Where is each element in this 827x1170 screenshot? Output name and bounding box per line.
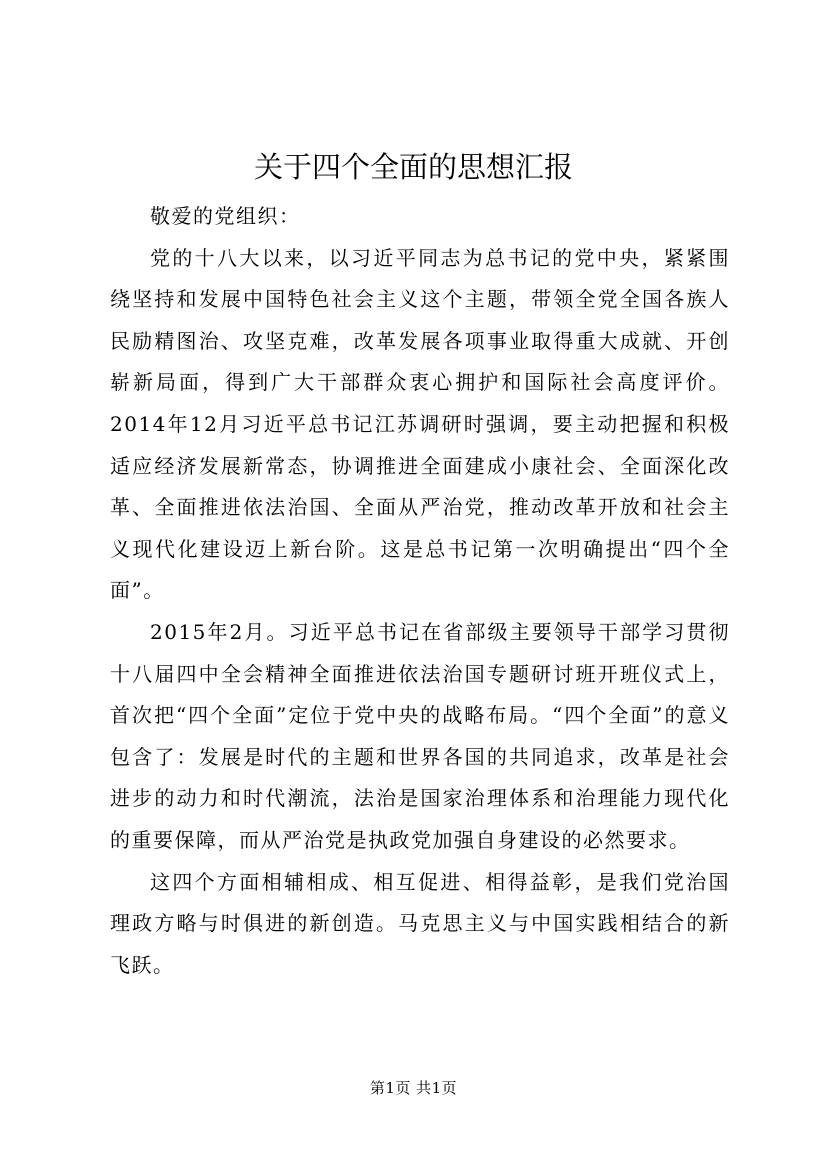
document-body [110, 196, 730, 986]
page-footer: 第1页 共1页 [369, 1079, 458, 1097]
body-paragraph: 党的十八大以来，以习近平同志为总书记的党中央，紧紧围绕坚持和发展中国特色社会主义这个主题，带领全党全国各族人民励精图治、攻坚克难，改革发展各项事业取得重大成就、开创崭新局面，得到广大干部群众衷心拥护和国际社会高度评价。2014年12月习近平总书记江苏调研时强调，要主动把握和积极适应经济发展新常态，协调推进全面建成小康社会、全面深化改革、全面推进依法治国、全面从严治党，推动改革开放和社会主义现代化建设迈上新台阶。这是总书记第一次明确提出“四个全面”。 [110, 245, 730, 603]
body-paragraph: 2015年2月。习近平总书记在省部级主要领导干部学习贯彻十八届四中全会精神全面推进依法治国专题研讨班开班仪式上，首次把“四个全面”定位于党中央的战略布局。“四个全面”的意义包含了：发展是时代的主题和世界各国的共同追求，改革是社会进步的动力和时代潮流，法治是国家治理体系和治理能力现代化的重要保障，而从严治党是执政党加强自身建设的必然要求。 [110, 619, 730, 852]
greeting-line: 敬爱的党组织： [150, 204, 301, 228]
body-paragraph: 这四个方面相辅相成、相互促进、相得益彰，是我们党治国理政方略与时俱进的新创造。马克思主义与中国实践相结合的新飞跃。 [110, 869, 730, 977]
document-title: 关于四个全面的思想汇报 [253, 150, 573, 184]
